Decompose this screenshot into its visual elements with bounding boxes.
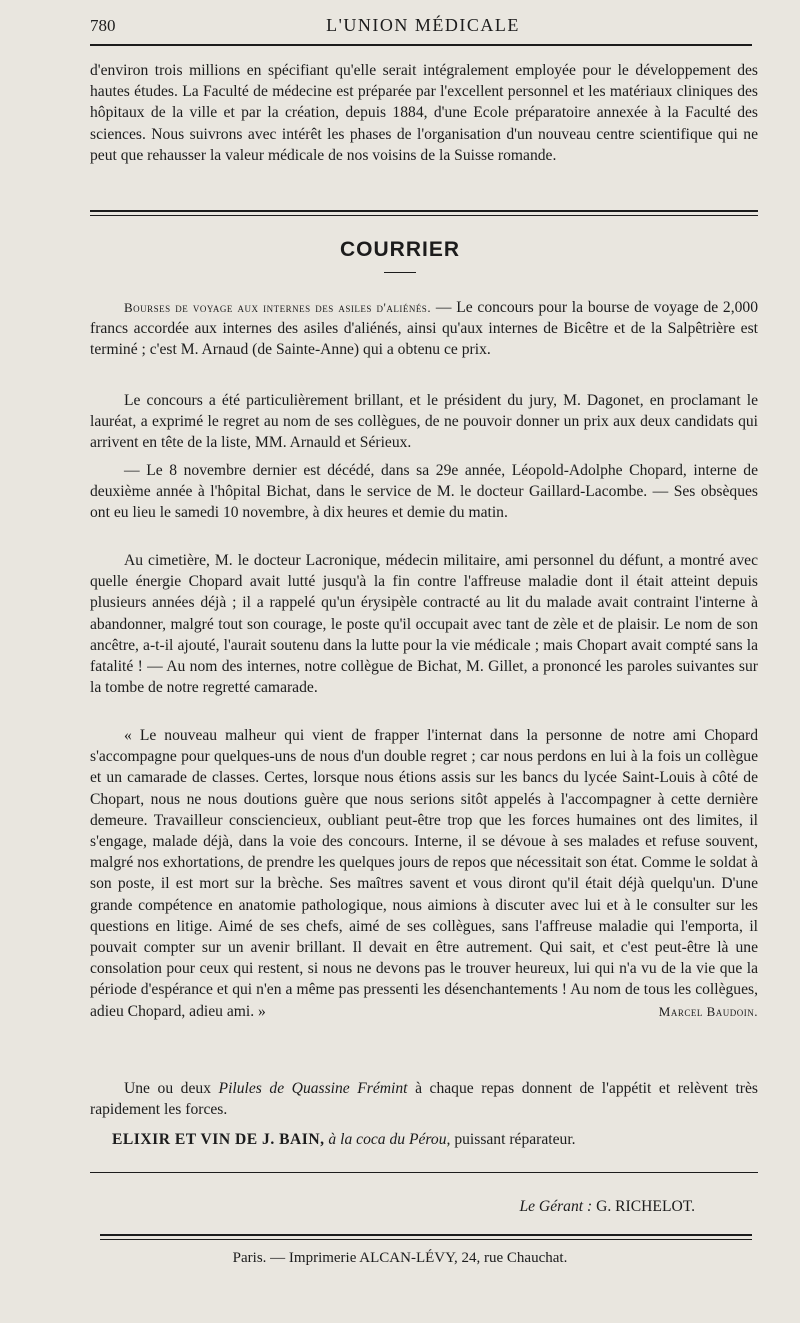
section-rule-top	[90, 210, 758, 212]
title-underline	[384, 272, 416, 273]
eulogy-text: « Le nouveau malheur qui vient de frapper l'internat dans la personne de notre ami Chopard s'accompagne pour quelques-uns de nous d'un double regret ; car nous perdons en lui à la fois un collègue et un camarade de classes. Certes, lorsque nous étions assis sur les bancs du lycée Saint-Louis à côté de Chopart, nous ne nous doutions guère que nous serions sitôt appelés à l'accompagner à cette dernière demeure. Travailleur consciencieux, oubliant peut-être trop que les forces humaines ont des limites, il s'engage, malade déjà, dans la voie des concours. Interne, il se dévoue à ses malades et refuse souvent, malgré nos exhortations, de prendre les quelques jours de repos que nécessitait son état. Comme le soldat à son poste, il est mort sur la brèche. Ses maîtres savent et vous diront qu'il était déjà quelqu'un. D'une grande compétence en anatomie pathologique, nous aimions à discuter avec lui et à le consulter sur les questions en litige. Aimé de ses chefs, aimé de ses collègues, sans l'affreuse maladie qui l'emporta, il pouvait compter sur un avenir brillant. Il devait en être autrement. Qui sait, et c'est peut-être là une consolation pour ceux qui restent, si nous ne devons pas le trouver heureux, lui qui n'a vu de la vie que la période d'espérance et qui n'en a même pas pressenti les désenchantements ! Au nom de tous les collègues, adieu Chopard, adieu ami. »	[90, 727, 758, 1020]
page-number: 780	[90, 16, 116, 35]
courrier-paragraph-1	[90, 297, 758, 361]
gerant-line	[519, 1198, 695, 1216]
courrier-paragraph-3: — Le 8 novembre dernier est décédé, dans sa 29e année, Léopold-Adolphe Chopard, interne de deuxième année à l'hôpital Bichat, dans le service de M. le docteur Gaillard-Lacombe. — Ses obsèques ont eu lieu le samedi 10 novembre, à dix heures et demie du matin.	[90, 462, 758, 522]
ad-elixir	[90, 1129, 758, 1150]
courrier-paragraph-5	[90, 725, 758, 1022]
printer-imprint: Paris. — Imprimerie ALCAN-LÉVY, 24, rue Chauchat.	[232, 1250, 568, 1266]
running-head: L'UNION MÉDICALE	[326, 15, 520, 35]
page-header	[88, 6, 758, 40]
ad-quassine-pre: Une ou deux	[124, 1080, 219, 1097]
gerant-name: G. RICHELOT.	[592, 1198, 695, 1215]
gerant-label: Le Gérant :	[519, 1198, 593, 1215]
footer-rule-top	[100, 1234, 752, 1236]
footer-rule-bottom	[100, 1239, 752, 1240]
ad-elixir-coca: à la coca du Pérou,	[324, 1131, 451, 1148]
section-rule-bottom	[90, 215, 758, 216]
intro-paragraph: d'environ trois millions en spécifiant qu'elle serait intégralement employée pour le développement des hautes études. La Faculté de médecine est préparée par l'excellent personnel et les matériaux cliniques des hôpitaux de la ville et par la création, depuis 1884, d'une Ecole préparatoire annexée à la Faculté des sciences. Nous suivrons avec intérêt les phases de l'organisation d'un nouveau centre scientifique qui ne peut que rehausser la valeur médicale de nos voisins de la Suisse romande.	[90, 62, 758, 164]
courrier-paragraph-4: Au cimetière, M. le docteur Lacronique, médecin militaire, ami personnel du défunt, a montré avec quelle énergie Chopard avait lutté jusqu'à la fin contre l'affreuse maladie dont il était atteint depuis plusieurs années déjà ; il a rappelé qu'un érysipèle contracté au lit du malade avait contraint l'interne à abandonner, malgré tout son courage, le poste qu'il occupait avec tant de zèle et de plaisir. Le nom de son ancêtre, a-t-il ajouté, l'aurait soutenu dans la lutte pour la vie médicale ; mais Chopart avait compté sans la fatalité ! — Au nom des internes, notre collègue de Bichat, M. Gillet, a prononcé les paroles suivantes sur la tombe de notre regretté camarade.	[90, 552, 758, 697]
ad-quassine	[90, 1078, 758, 1120]
ad-quassine-product: Pilules de Quassine Frémint	[218, 1080, 408, 1097]
bourses-text: — Le concours pour la bourse de voyage de 2,000 francs accordée aux internes des asiles d'aliénés, ainsi qu'aux internes de Bicêtre et de la Salpêtrière est terminé ; c'est M. Arnaud (de Sainte-Anne) qui a obtenu ce prix.	[90, 299, 759, 359]
courrier-paragraph-2: Le concours a été particulièrement brillant, et le président du jury, M. Dagonet, en proclamant le lauréat, a exprimé le regret au nom de ses collègues, de ne pouvoir donner un prix aux deux candidats qui arrivent en tête de la liste, MM. Arnauld et Sérieux.	[90, 392, 758, 452]
ads-rule	[90, 1172, 758, 1173]
eulogy-signature: Marcel Baudoin.	[658, 1003, 758, 1019]
header-rule	[90, 44, 752, 46]
ad-elixir-product: ELIXIR ET VIN DE J. BAIN,	[112, 1131, 325, 1148]
bourses-heading: Bourses de voyage aux internes des asiles d'aliénés.	[124, 300, 432, 315]
section-title: COURRIER	[339, 238, 460, 261]
ad-elixir-post: puissant réparateur.	[450, 1131, 576, 1148]
ad-quassine-post: à chaque repas donnent de l'appétit et relèvent très rapidement les forces.	[90, 1080, 758, 1119]
